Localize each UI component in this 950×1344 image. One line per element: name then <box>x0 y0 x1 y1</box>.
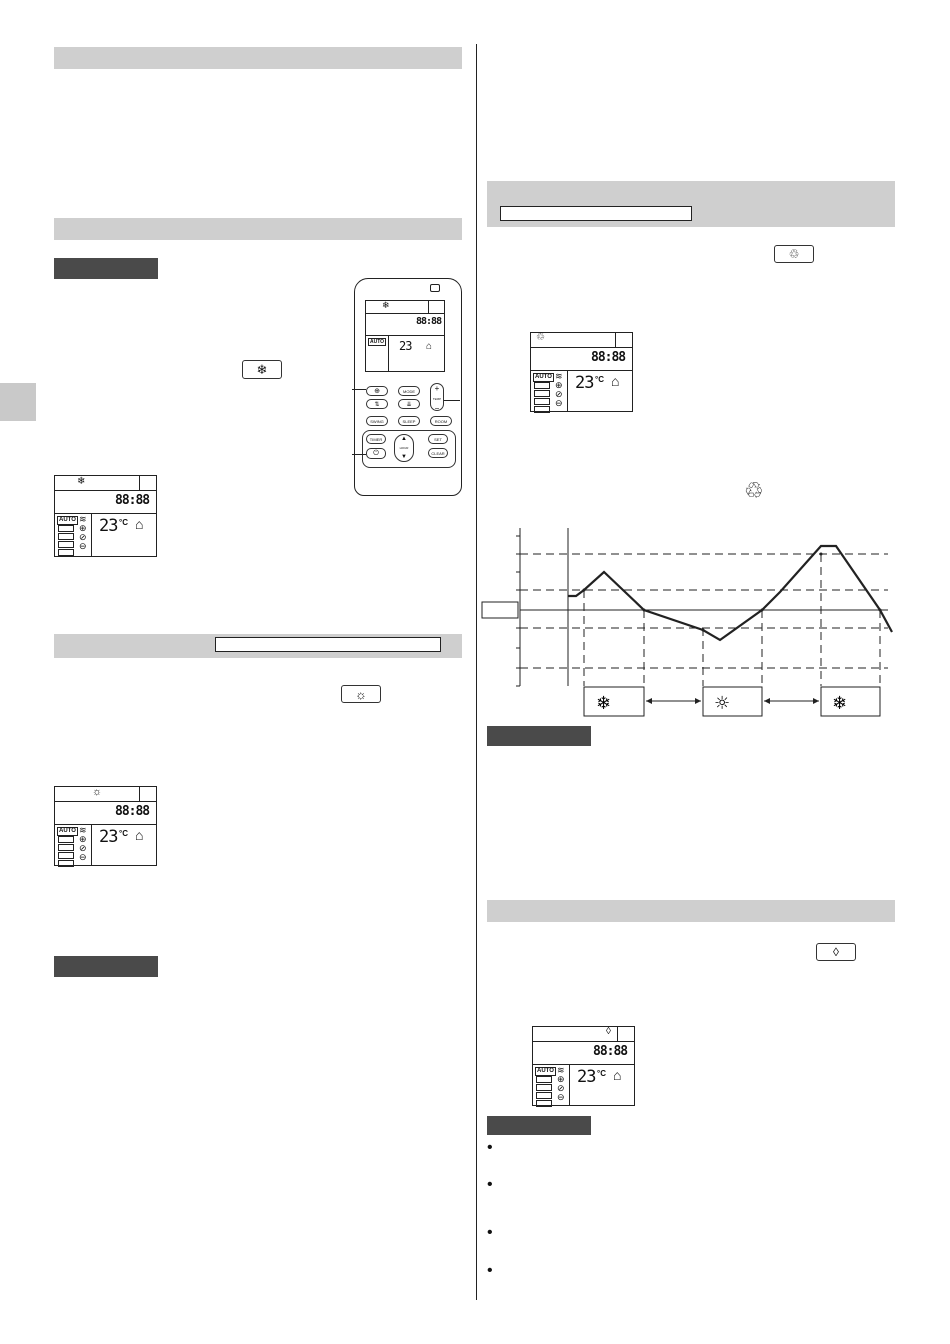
lcd-unit: °C <box>595 375 604 384</box>
remote-hour-button: ▲ HOUR ▼ <box>394 434 414 462</box>
remote-ir-window <box>430 284 440 292</box>
fan-symbols: ≋ ⊕ ⊘ ⊖ <box>79 514 87 551</box>
dry-mode-button <box>816 943 856 961</box>
callout-line <box>444 400 460 401</box>
fan-symbols: ≋ ⊕ ⊘ ⊖ <box>79 825 87 862</box>
lcd-temp: 23 <box>99 516 118 536</box>
fan-symbols: ≋ ⊕ ⊘ ⊖ <box>557 1065 565 1102</box>
lcd-auto-label: AUTO <box>535 374 552 380</box>
lcd-display-auto <box>530 332 633 412</box>
section-header-band-1 <box>54 47 462 69</box>
section-header-band-cool <box>54 218 462 240</box>
heat-mode-button <box>341 685 381 703</box>
lcd-timer: 88:88 <box>115 493 150 508</box>
snowflake-icon: ❄ <box>382 300 390 310</box>
remote-temp-button: + TEMP − <box>430 383 444 411</box>
sun-icon: ☼ <box>714 693 731 714</box>
remote-mode-button: MODE <box>398 386 420 396</box>
auto-mode-diagram <box>480 520 900 720</box>
snowflake-icon: ❄ <box>832 693 848 714</box>
house-icon: ⌂ <box>135 516 144 532</box>
remote-control <box>352 276 470 498</box>
section-header-inner-box-auto <box>500 206 692 221</box>
lcd-temp: 23 <box>99 827 118 847</box>
auto-mode-button <box>774 245 814 263</box>
fan-symbols: ≋ ⊕ ⊘ ⊖ <box>555 371 563 408</box>
column-divider <box>476 44 477 1300</box>
remote-display <box>365 300 445 372</box>
remote-room-button: ROOM <box>430 416 452 426</box>
sun-icon: ☼ <box>92 786 103 798</box>
note-label-bar-4 <box>487 1116 591 1135</box>
section-header-band-dry <box>487 900 895 922</box>
lcd-display-dry <box>532 1026 635 1106</box>
remote-swing-button: SWING <box>366 416 388 426</box>
remote-clear-button: CLEAR <box>428 448 448 458</box>
page-edge-tab <box>0 383 36 421</box>
lcd-unit: °C <box>119 829 128 838</box>
bullet-icon: • <box>487 1176 493 1193</box>
lcd-auto-label: AUTO <box>537 1068 554 1074</box>
auto-cycle-icon: ♲ <box>536 332 545 343</box>
power-icon: ⏻ <box>373 449 379 457</box>
lcd-timer: 88:88 <box>115 804 150 819</box>
cool-mode-button <box>242 360 282 379</box>
diagram-reference-box <box>482 602 518 618</box>
remote-swing-small-button: ⇅ <box>366 399 388 409</box>
house-icon: ⌂ <box>613 1067 622 1083</box>
lcd-display-heat <box>54 786 157 866</box>
diagram-mode-box-cool-2 <box>821 687 880 716</box>
lcd-temp: 23 <box>577 1067 596 1087</box>
remote-fan-button: ⊕ <box>366 386 388 396</box>
callout-line <box>352 454 366 455</box>
remote-sleep-button: SLEEP <box>398 416 420 426</box>
note-label-bar-2 <box>54 956 158 977</box>
auto-cycle-icon: ♲ <box>788 247 800 261</box>
bullet-icon: • <box>487 1139 493 1156</box>
snowflake-icon: ❄ <box>256 361 268 377</box>
house-icon: ⌂ <box>135 827 144 843</box>
lcd-temp: 23 <box>575 373 594 393</box>
remote-display-temp: 23 <box>399 339 412 353</box>
bullet-icon: • <box>487 1262 493 1279</box>
lcd-unit: °C <box>119 518 128 527</box>
remote-timer-button: TIMER <box>366 434 386 444</box>
snowflake-icon: ❄ <box>77 476 86 487</box>
diagram-mode-box-heat <box>703 687 762 716</box>
lcd-timer: 88:88 <box>593 1044 628 1059</box>
lcd-auto-label: AUTO <box>59 517 76 523</box>
section-header-inner-box-heat <box>215 637 441 652</box>
droplet-icon: ◊ <box>606 1026 611 1037</box>
lcd-display-cool <box>54 475 157 557</box>
remote-set-button: SET <box>428 434 448 444</box>
sun-icon: ☼ <box>355 686 367 702</box>
remote-display-auto: AUTO <box>370 339 385 345</box>
remote-flap-button: ⇊ <box>398 399 420 409</box>
house-icon: ⌂ <box>611 373 620 389</box>
note-label-bar-3 <box>487 726 591 746</box>
callout-line <box>352 389 366 390</box>
house-icon: ⌂ <box>426 341 433 352</box>
bullet-icon: • <box>487 1224 493 1241</box>
remote-display-timer: 88:88 <box>416 316 442 327</box>
lcd-timer: 88:88 <box>591 350 626 365</box>
diagram-temperature-curve <box>568 546 892 640</box>
snowflake-icon: ❄ <box>596 693 612 714</box>
auto-cycle-icon: ♲ <box>744 478 764 503</box>
lcd-unit: °C <box>597 1069 606 1078</box>
droplet-icon: ◊ <box>833 945 839 959</box>
remote-power-button <box>366 448 386 459</box>
lcd-auto-label: AUTO <box>59 828 76 834</box>
note-label-bar-1 <box>54 258 158 279</box>
diagram-mode-box-cool <box>584 687 644 716</box>
